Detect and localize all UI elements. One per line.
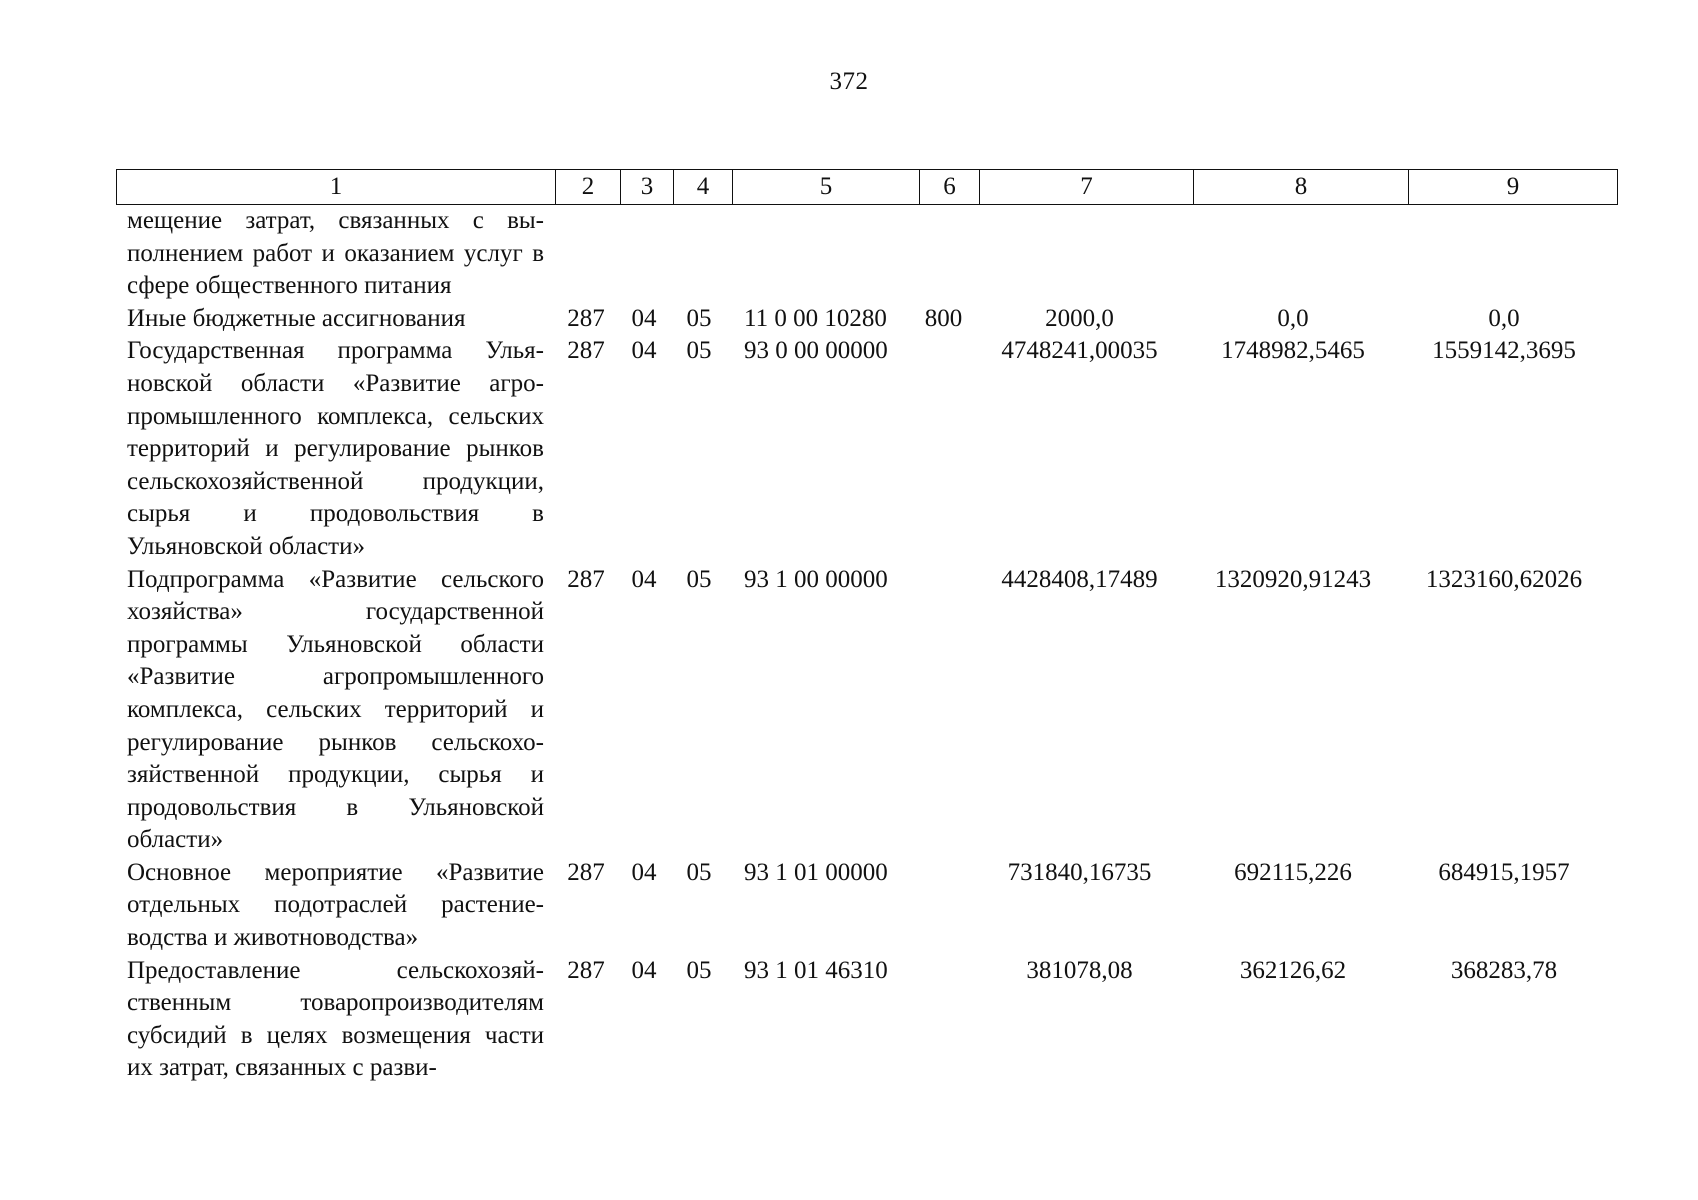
row-cell-4: 05 (686, 337, 712, 365)
header-col-7: 7 (980, 170, 1194, 205)
row-cell-7: 4748241,00035 (1001, 337, 1158, 365)
table-row (116, 335, 1608, 563)
row-cell-6 (914, 857, 973, 955)
row-cell-7: 731840,16735 (1007, 858, 1152, 886)
row-cell-9 (1400, 205, 1608, 303)
row-cell-9: 0,0 (1488, 304, 1520, 332)
row-cell-3: 04 (631, 565, 657, 593)
row-cell-5: 93 1 01 00000 (744, 858, 888, 886)
row-cell-8 (1186, 205, 1400, 303)
row-description: Подпрограмма «Развитие сельского хозяйства» государственной программы Ульяновской области «Развитие агропромышленного комплекса, сельских территорий и регулирование рынков сельскохозяйственной продукции, сырья и продовольствия в Ульяновской области» (127, 565, 544, 854)
table-row (116, 955, 1608, 1085)
row-cell-5: 93 0 00 00000 (744, 337, 888, 365)
row-cell-2 (554, 205, 618, 303)
row-cell-7 (973, 205, 1186, 303)
row-cell-3: 04 (631, 858, 657, 886)
row-description: Государственная программа Ульяновской области «Развитие агропромышленного комплекса, сельских территорий и регулирование рынков сельскохозяйственной продукции, сырья и продовольствия в Ульяновской области» (127, 337, 544, 560)
row-cell-2: 287 (567, 337, 605, 365)
row-cell-8: 0,0 (1277, 304, 1309, 332)
row-cell-5: 93 1 01 46310 (744, 956, 888, 984)
row-cell-4: 05 (686, 304, 712, 332)
row-cell-7: 4428408,17489 (1001, 565, 1158, 593)
row-cell-9: 368283,78 (1450, 956, 1558, 984)
row-cell-4: 05 (686, 565, 712, 593)
header-col-9: 9 (1409, 170, 1618, 205)
row-cell-2: 287 (567, 304, 605, 332)
header-col-8: 8 (1194, 170, 1409, 205)
row-cell-2: 287 (567, 956, 605, 984)
row-description: Иные бюджетные ассигнования (127, 304, 466, 332)
row-cell-9: 1559142,3695 (1432, 337, 1576, 365)
row-cell-9: 684915,1957 (1438, 858, 1570, 886)
row-cell-8: 1320920,91243 (1214, 565, 1372, 593)
row-description: Предоставление сельскохозяйственным товаропроизводителям субсидий в целях возмещения части их затрат, связанных с разви- (127, 956, 544, 1082)
row-cell-6 (914, 955, 973, 1085)
row-description: мещение затрат, связанных с выполнением работ и оказанием услуг в сфере общественного питания (127, 207, 544, 300)
table-row (116, 857, 1608, 955)
row-cell-5: 93 1 00 00000 (744, 565, 888, 593)
row-cell-3: 04 (631, 956, 657, 984)
row-cell-8: 1748982,5465 (1221, 337, 1365, 365)
row-cell-5: 11 0 00 10280 (744, 304, 887, 332)
table-row (116, 205, 1608, 303)
page-number: 372 (829, 68, 869, 95)
row-cell-3: 04 (631, 304, 657, 332)
header-col-2: 2 (556, 170, 621, 205)
row-cell-4 (670, 205, 728, 303)
header-col-6: 6 (920, 170, 980, 205)
header-col-5: 5 (733, 170, 920, 205)
header-row (117, 170, 1618, 205)
row-cell-7: 381078,08 (1026, 956, 1133, 984)
row-cell-8: 362126,62 (1239, 956, 1347, 984)
table-row (116, 564, 1608, 857)
row-cell-3: 04 (631, 337, 657, 365)
table-header (116, 169, 1618, 205)
row-cell-7: 2000,0 (1045, 304, 1114, 332)
row-cell-6 (914, 564, 973, 857)
header-col-4: 4 (674, 170, 733, 205)
table-row (116, 303, 1608, 336)
row-cell-8: 692115,226 (1234, 858, 1352, 886)
row-cell-3 (618, 205, 670, 303)
row-cell-6 (914, 335, 973, 563)
row-cell-2: 287 (567, 565, 605, 593)
row-cell-6: 800 (924, 304, 963, 332)
budget-table-body (116, 205, 1608, 1085)
row-cell-9: 1323160,62026 (1425, 565, 1583, 593)
row-cell-5 (728, 205, 914, 303)
row-description: Основное мероприятие «Развитие отдельных подотраслей растениеводства и животноводства» (127, 858, 544, 952)
row-cell-2: 287 (567, 858, 605, 886)
row-cell-4: 05 (686, 858, 712, 886)
row-cell-6 (914, 205, 973, 303)
header-col-3: 3 (621, 170, 674, 205)
header-col-1: 1 (117, 170, 556, 205)
row-cell-4: 05 (686, 956, 712, 984)
